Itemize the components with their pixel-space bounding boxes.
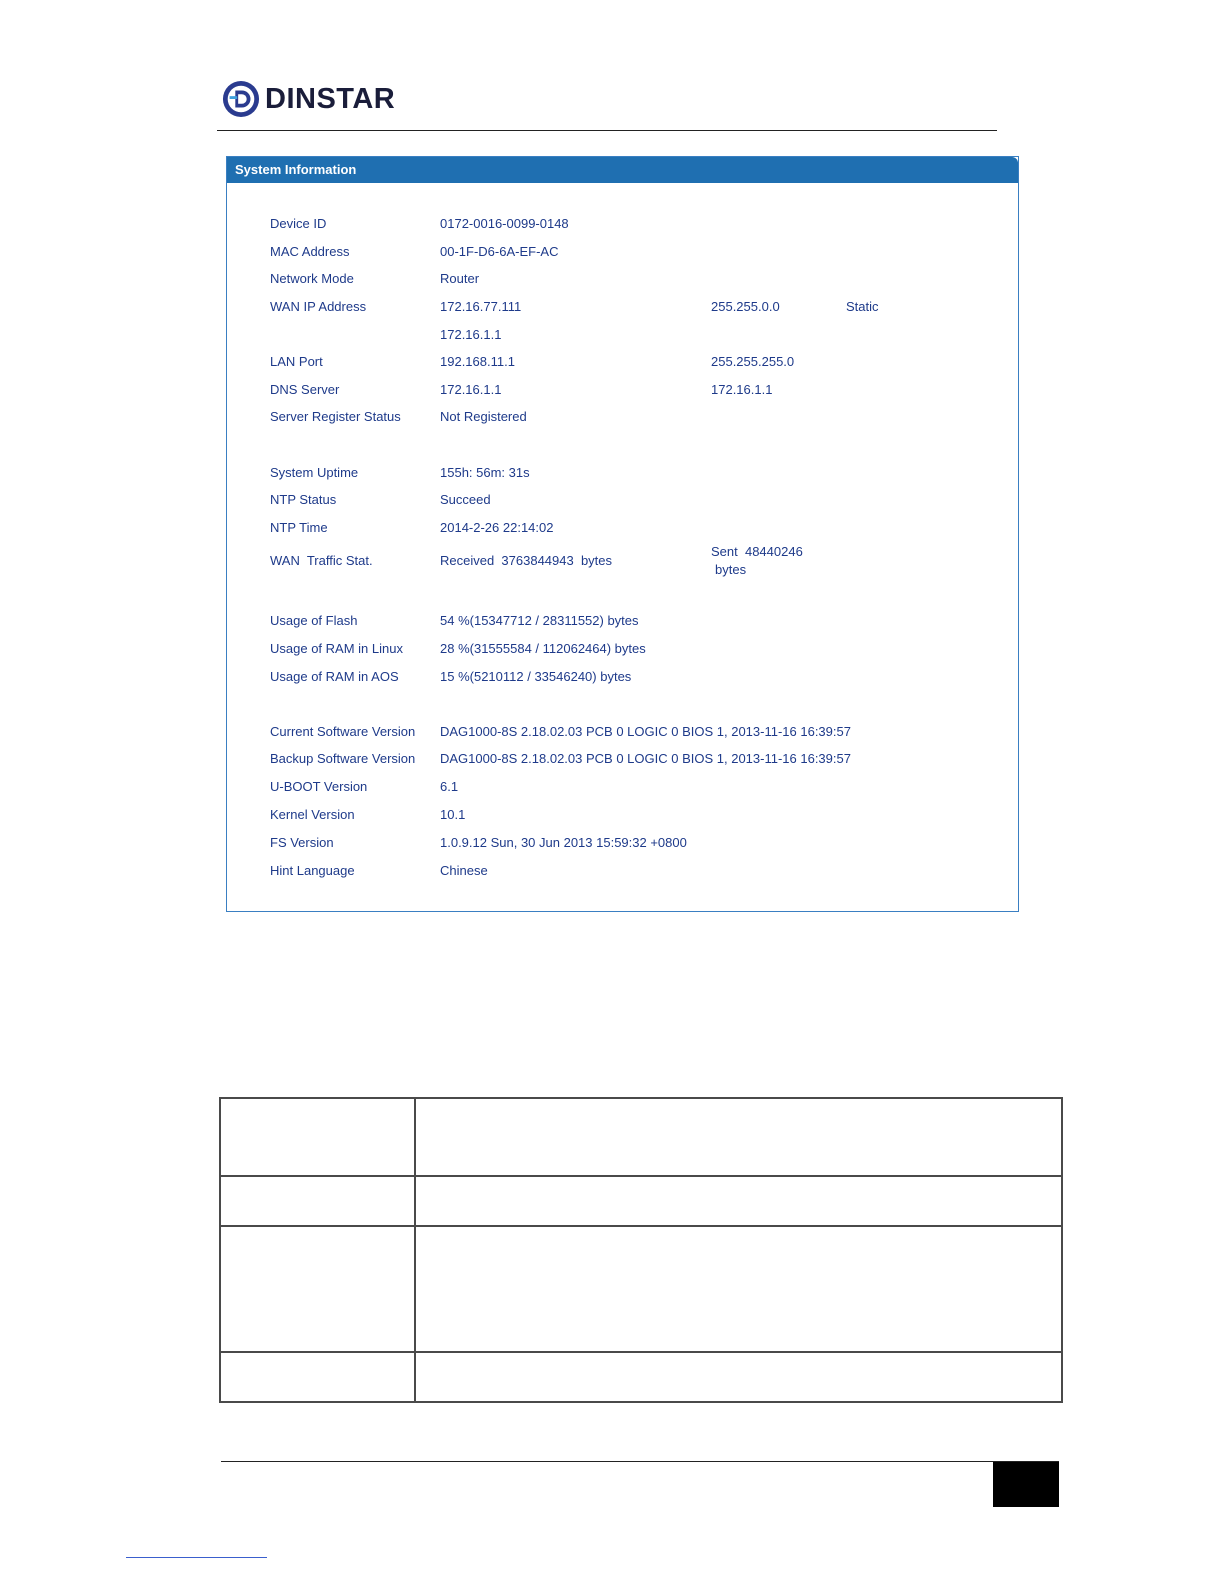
dinstar-logo (222, 79, 395, 119)
row-value: 0172-0016-0099-0148 (440, 216, 569, 231)
row-value: 6.1 (440, 779, 459, 794)
table-row (220, 1098, 1062, 1176)
row-value-secondary: 172.16.1.1 (711, 382, 773, 397)
row-label: DNS Server (270, 382, 340, 397)
page-number-box (993, 1462, 1059, 1507)
system-information-panel (226, 156, 1019, 912)
row-value: Not Registered (440, 409, 527, 424)
dinstar-logo-icon (222, 80, 260, 118)
row-label: FS Version (270, 835, 334, 850)
table-cell (220, 1352, 415, 1402)
row-value: Chinese (440, 863, 488, 878)
row-value: Succeed (440, 492, 491, 507)
footer-link-underline[interactable] (126, 1557, 267, 1558)
table-cell (415, 1098, 1062, 1176)
row-value-mode: Static (846, 299, 879, 314)
row-label: Current Software Version (270, 724, 416, 739)
table-cell (220, 1098, 415, 1176)
row-label: Usage of Flash (270, 613, 358, 628)
row-value-netmask: 255.255.0.0 (711, 299, 780, 314)
row-label: NTP Time (270, 520, 328, 535)
table-cell (220, 1226, 415, 1352)
row-label: Network Mode (270, 271, 354, 286)
row-label: MAC Address (270, 244, 350, 259)
panel-title: System Information (227, 157, 1018, 183)
row-label: Server Register Status (270, 409, 401, 424)
dinstar-logo-text: DINSTAR (265, 82, 396, 115)
table-cell (415, 1176, 1062, 1226)
row-label: WAN IP Address (270, 299, 367, 314)
row-value: 2014-2-26 22:14:02 (440, 520, 554, 535)
row-label: System Uptime (270, 465, 359, 480)
row-label: Hint Language (270, 863, 355, 878)
header-divider (217, 130, 997, 131)
table-cell (220, 1176, 415, 1226)
row-label: WAN Traffic Stat. (270, 553, 373, 568)
table-row (220, 1352, 1062, 1402)
row-value: 28 %(31555584 / 112062464) bytes (440, 641, 646, 656)
row-value: 10.1 (440, 807, 466, 822)
row-value: 1.0.9.12 Sun, 30 Jun 2013 15:59:32 +0800 (440, 835, 687, 850)
row-label: U-BOOT Version (270, 779, 368, 794)
row-label: Backup Software Version (270, 751, 416, 766)
row-value: 192.168.11.1 (440, 354, 515, 369)
row-value: 172.16.77.111 (440, 299, 522, 314)
row-value-sent: Sent 48440246 (711, 544, 803, 559)
table-cell (415, 1352, 1062, 1402)
row-value: DAG1000-8S 2.18.02.03 PCB 0 LOGIC 0 BIOS 1, 2013-11-16 16:39:57 (440, 751, 851, 766)
row-label: Kernel Version (270, 807, 355, 822)
table-row (220, 1226, 1062, 1352)
row-value: 172.16.1.1 (440, 382, 502, 397)
row-label: LAN Port (270, 354, 323, 369)
row-value: DAG1000-8S 2.18.02.03 PCB 0 LOGIC 0 BIOS 1, 2013-11-16 16:39:57 (440, 724, 851, 739)
description-table (219, 1097, 1063, 1403)
table-row (220, 1176, 1062, 1226)
table-cell (415, 1226, 1062, 1352)
row-value-netmask: 255.255.255.0 (711, 354, 795, 369)
row-value: 172.16.1.1 (440, 327, 502, 342)
row-value-sent-unit: bytes (715, 562, 747, 577)
row-label: NTP Status (270, 492, 337, 507)
row-value: 54 %(15347712 / 28311552) bytes (440, 613, 639, 628)
row-label: Device ID (270, 216, 327, 231)
row-value: Received 3763844943 bytes (440, 553, 613, 568)
row-label: Usage of RAM in AOS (270, 669, 399, 684)
row-value: 00-1F-D6-6A-EF-AC (440, 244, 559, 259)
row-label: Usage of RAM in Linux (270, 641, 403, 656)
row-value: 155h: 56m: 31s (440, 465, 530, 480)
row-value: Router (440, 271, 480, 286)
footer-divider (221, 1461, 1059, 1462)
row-value: 15 %(5210112 / 33546240) bytes (440, 669, 632, 684)
